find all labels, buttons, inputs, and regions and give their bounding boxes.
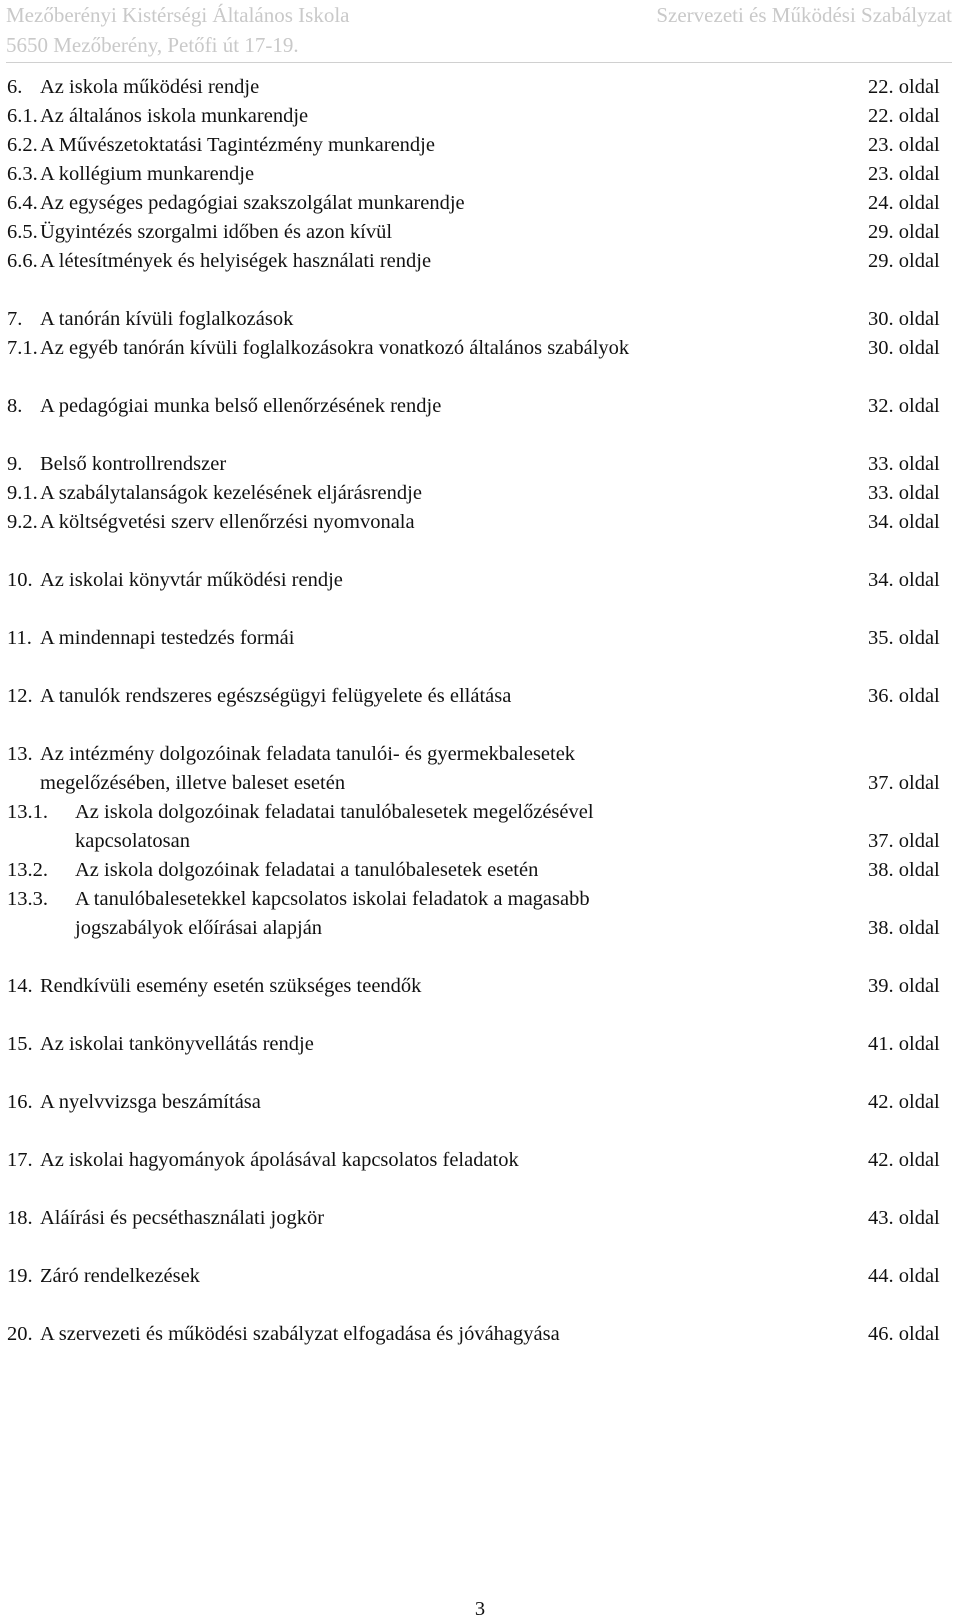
toc-page: 22. oldal	[868, 105, 940, 127]
toc-entry[interactable]	[7, 479, 959, 508]
section-gap	[7, 1291, 959, 1320]
toc-number: 19.	[7, 1265, 33, 1287]
toc-title: Záró rendelkezések	[40, 1265, 200, 1287]
toc-number: 18.	[7, 1207, 33, 1229]
toc-page: 23. oldal	[868, 134, 940, 156]
toc-title: A Művészetoktatási Tagintézmény munkarendje	[40, 134, 435, 156]
toc-number: 6.1.	[7, 105, 38, 127]
toc-title: Aláírási és pecséthasználati jogkör	[40, 1207, 325, 1229]
toc-entry[interactable]	[7, 1320, 959, 1349]
section-gap	[7, 595, 959, 624]
toc-page: 44. oldal	[868, 1265, 940, 1287]
toc-number: 8.	[7, 395, 23, 417]
toc-title: A mindennapi testedzés formái	[40, 627, 295, 649]
toc-entry[interactable]	[7, 624, 959, 653]
toc-title-continuation: kapcsolatosan	[75, 830, 190, 852]
toc-page: 39. oldal	[868, 975, 940, 997]
toc-title: A költségvetési szerv ellenőrzési nyomvonala	[40, 511, 415, 533]
toc-number: 6.3.	[7, 163, 38, 185]
toc-number: 17.	[7, 1149, 33, 1171]
toc-entry[interactable]	[7, 305, 959, 334]
toc-title: Az intézmény dolgozóinak feladata tanulói- és gyermekbalesetek	[40, 743, 576, 765]
school-address: 5650 Mezőberény, Petőfi út 17-19.	[6, 33, 299, 57]
toc-page: 38. oldal	[868, 917, 940, 939]
toc-entry[interactable]	[7, 131, 959, 160]
toc-number: 6.4.	[7, 192, 38, 214]
toc-title: Az iskolai hagyományok ápolásával kapcsolatos feladatok	[40, 1149, 519, 1171]
toc-entry[interactable]	[7, 885, 959, 914]
toc-page: 35. oldal	[868, 627, 940, 649]
toc-page: 33. oldal	[868, 453, 940, 475]
section-gap	[7, 653, 959, 682]
section-gap	[7, 1175, 959, 1204]
toc-title-continuation: megelőzésében, illetve baleset esetén	[40, 772, 346, 794]
toc-entry[interactable]	[7, 73, 959, 102]
toc-title: A szervezeti és működési szabályzat elfogadása és jóváhagyása	[40, 1323, 560, 1345]
toc-number: 9.	[7, 453, 23, 475]
section-gap	[7, 276, 959, 305]
document-title: Szervezeti és Működési Szabályzat	[656, 3, 952, 27]
section-gap	[7, 943, 959, 972]
section-gap	[7, 421, 959, 450]
toc-page: 43. oldal	[868, 1207, 940, 1229]
toc-title: Az egyéb tanórán kívüli foglalkozásokra vonatkozó általános szabályok	[40, 337, 630, 359]
toc-title: Az általános iskola munkarendje	[40, 105, 309, 127]
toc-page: 38. oldal	[868, 859, 940, 881]
toc-title: A nyelvvizsga beszámítása	[40, 1091, 261, 1113]
toc-number: 13.2.	[7, 859, 48, 881]
toc-entry[interactable]	[7, 798, 959, 827]
toc-title: A szabálytalanságok kezelésének eljárásrendje	[40, 482, 422, 504]
toc-entry[interactable]	[7, 189, 959, 218]
toc-number: 15.	[7, 1033, 33, 1055]
toc-page: 36. oldal	[868, 685, 940, 707]
page-header	[6, 0, 952, 62]
toc-page: 41. oldal	[868, 1033, 940, 1055]
toc-entry-continuation[interactable]	[7, 769, 959, 798]
toc-number: 13.	[7, 743, 33, 765]
toc-page: 42. oldal	[868, 1091, 940, 1113]
school-name: Mezőberényi Kistérségi Általános Iskola	[6, 3, 350, 27]
toc-number: 11.	[7, 627, 32, 649]
toc-entry[interactable]	[7, 566, 959, 595]
toc-page: 30. oldal	[868, 337, 940, 359]
toc-number: 6.	[7, 76, 23, 98]
header-row-1	[6, 0, 952, 30]
section-gap	[7, 1059, 959, 1088]
toc-entry[interactable]	[7, 1088, 959, 1117]
toc-page: 46. oldal	[868, 1323, 940, 1345]
toc-title: Az iskolai könyvtár működési rendje	[40, 569, 343, 591]
toc-page: 24. oldal	[868, 192, 940, 214]
toc-title-continuation: jogszabályok előírásai alapján	[75, 917, 323, 939]
toc-title: Az iskolai tankönyvellátás rendje	[40, 1033, 314, 1055]
toc-page: 29. oldal	[868, 250, 940, 272]
toc-entry[interactable]	[7, 682, 959, 711]
toc-title: A pedagógiai munka belső ellenőrzésének rendje	[40, 395, 442, 417]
toc-number: 6.6.	[7, 250, 38, 272]
toc-title: A kollégium munkarendje	[40, 163, 255, 185]
toc-page: 32. oldal	[868, 395, 940, 417]
toc-entry[interactable]	[7, 102, 959, 131]
toc-title: Az iskola dolgozóinak feladatai a tanulóbalesetek esetén	[75, 859, 539, 881]
section-gap	[7, 537, 959, 566]
toc-number: 14.	[7, 975, 33, 997]
toc-number: 10.	[7, 569, 33, 591]
header-row-2	[6, 30, 952, 60]
toc-page: 34. oldal	[868, 511, 940, 533]
toc-entry[interactable]	[7, 247, 959, 276]
toc-page: 37. oldal	[868, 772, 940, 794]
table-of-contents	[7, 73, 959, 1349]
toc-page: 42. oldal	[868, 1149, 940, 1171]
section-gap	[7, 711, 959, 740]
toc-entry[interactable]	[7, 160, 959, 189]
section-gap	[7, 1233, 959, 1262]
toc-number: 9.1.	[7, 482, 38, 504]
header-divider	[6, 62, 952, 63]
toc-entry[interactable]	[7, 856, 959, 885]
toc-title: Ügyintézés szorgalmi időben és azon kívül	[40, 221, 393, 243]
toc-title: A tanórán kívüli foglalkozások	[40, 308, 294, 330]
toc-number: 6.2.	[7, 134, 38, 156]
toc-entry[interactable]	[7, 1030, 959, 1059]
toc-number: 7.1.	[7, 337, 38, 359]
toc-number: 16.	[7, 1091, 33, 1113]
section-gap	[7, 1117, 959, 1146]
toc-page: 30. oldal	[868, 308, 940, 330]
toc-number: 20.	[7, 1323, 33, 1345]
toc-entry[interactable]	[7, 334, 959, 363]
toc-entry[interactable]	[7, 740, 959, 769]
section-gap	[7, 1001, 959, 1030]
toc-entry-continuation[interactable]	[7, 827, 959, 856]
toc-entry[interactable]	[7, 1146, 959, 1175]
toc-entry[interactable]	[7, 392, 959, 421]
toc-page: 37. oldal	[868, 830, 940, 852]
toc-number: 9.2.	[7, 511, 38, 533]
toc-number: 13.3.	[7, 888, 48, 910]
toc-page: 23. oldal	[868, 163, 940, 185]
toc-title: Belső kontrollrendszer	[40, 453, 227, 475]
toc-page: 34. oldal	[868, 569, 940, 591]
toc-title: A tanulóbalesetekkel kapcsolatos iskolai feladatok a magasabb	[75, 888, 590, 910]
toc-entry[interactable]	[7, 218, 959, 247]
toc-entry-continuation[interactable]	[7, 914, 959, 943]
toc-entry[interactable]	[7, 1262, 959, 1291]
toc-entry[interactable]	[7, 450, 959, 479]
toc-number: 6.5.	[7, 221, 38, 243]
toc-title: Az iskola dolgozóinak feladatai tanulóbalesetek megelőzésével	[75, 801, 594, 823]
toc-page: 33. oldal	[868, 482, 940, 504]
toc-page: 22. oldal	[868, 76, 940, 98]
toc-title: A tanulók rendszeres egészségügyi felügyelete és ellátása	[40, 685, 512, 707]
toc-entry[interactable]	[7, 508, 959, 537]
toc-number: 12.	[7, 685, 33, 707]
toc-title: Rendkívüli esemény esetén szükséges teendők	[40, 975, 422, 997]
toc-entry[interactable]	[7, 1204, 959, 1233]
toc-page: 29. oldal	[868, 221, 940, 243]
toc-title: Az egységes pedagógiai szakszolgálat munkarendje	[40, 192, 465, 214]
toc-number: 7.	[7, 308, 23, 330]
section-gap	[7, 363, 959, 392]
toc-title: Az iskola működési rendje	[40, 76, 260, 98]
page-number: 3	[474, 1598, 486, 1620]
toc-entry[interactable]	[7, 972, 959, 1001]
toc-title: A létesítmények és helyiségek használati rendje	[40, 250, 432, 272]
toc-number: 13.1.	[7, 801, 48, 823]
